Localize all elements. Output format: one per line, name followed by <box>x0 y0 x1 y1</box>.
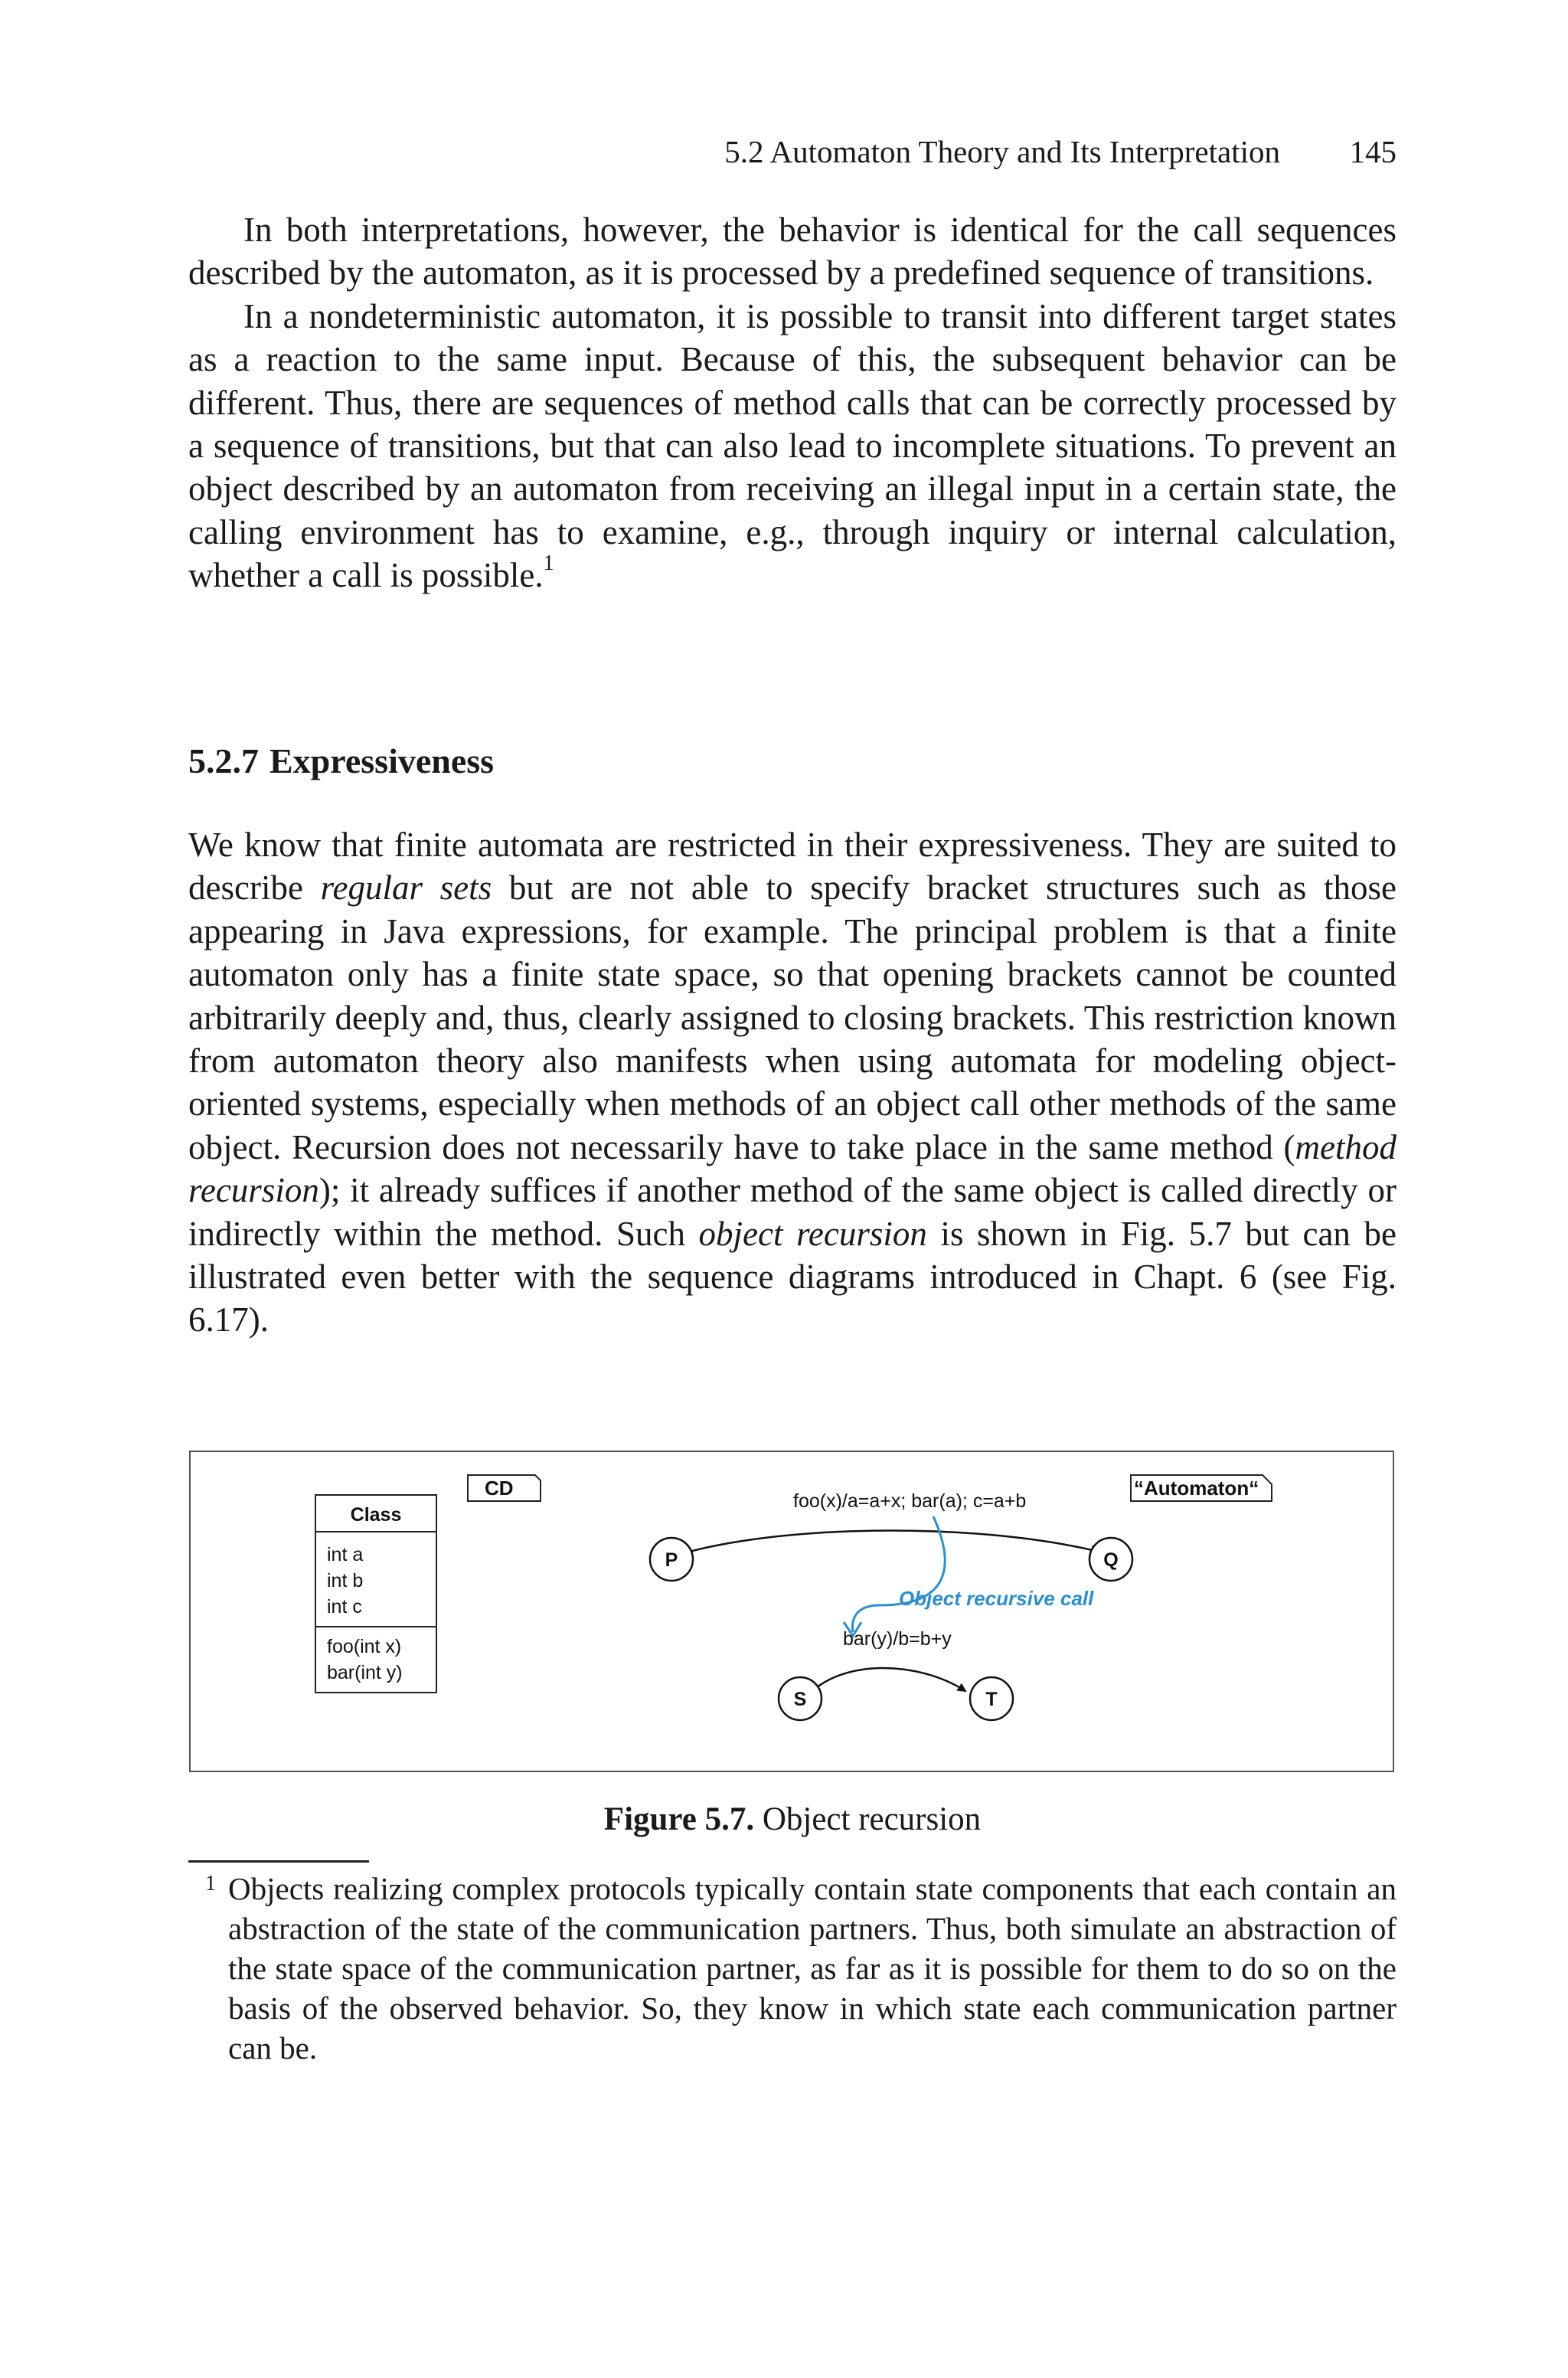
automaton-tag-label: “Automaton“ <box>1134 1477 1259 1500</box>
footnote-text: Objects realizing complex protocols typically contain state components that each contain an abstraction of the state of the communication partners. Thus, both simulate an abstraction of the state space of the communication partner, as far as it is possible for them to do so on the basis of the observed behavior. So, they know in which state each communication partner can be. <box>228 1871 1396 2066</box>
figure-caption <box>188 1797 1396 1843</box>
state-s-label: S <box>793 1689 807 1710</box>
state-t-label: T <box>985 1689 998 1710</box>
section-heading <box>188 738 494 784</box>
footnote-mark: 1 <box>205 1872 216 1896</box>
body-text-top <box>188 208 1396 597</box>
class-method: bar(int y) <box>327 1662 403 1683</box>
paragraph-1: In both interpretations, however, the behavior is identical for the call sequences described by the automaton, as it is processed by a predefined sequence of transitions. <box>188 211 1396 293</box>
caption-text: Object recursion <box>762 1801 982 1837</box>
cd-tag-label: CD <box>485 1477 514 1500</box>
state-s <box>779 1677 822 1720</box>
paragraph-3-part-2: but are not able to specify bracket structures such as those appearing in Java expressions, for example. The principal problem is that a finite automaton only has a finite state space, so that opening brackets cannot be counted arbitrarily deeply and, thus, clearly assigned to closing brackets. This restriction known from automaton theory also manifests when using automata for modeling object-oriented systems, especially when methods of an object call other methods of the same object. Recursion does not necessarily have to take place in the same method ( <box>188 868 1396 1166</box>
class-attribute: int b <box>327 1570 364 1591</box>
running-title: 5.2 Automaton Theory and Its Interpretation <box>724 134 1280 169</box>
paragraph-3-part-3: ); it already suffices if another method of the same object is called directly or indirectly within the method. Such <box>188 1171 1396 1253</box>
class-box <box>315 1495 436 1693</box>
state-q <box>1089 1538 1132 1581</box>
body-text-expressiveness <box>188 823 1396 1342</box>
recursive-call-arrow <box>852 1516 945 1632</box>
transition-foo-label: foo(x)/a=a+x; bar(a); c=a+b <box>793 1490 1027 1512</box>
cd-tag <box>468 1475 541 1501</box>
term-method-recursion: method recursion <box>188 1127 1396 1210</box>
term-regular-sets: regular sets <box>320 868 492 908</box>
paragraph-3-part-4: is shown in Fig. 5.7 but can be illustrated even better with the sequence diagrams introduced in Chapt. 6 (see Fig. 6.17). <box>188 1214 1396 1339</box>
transition-bar-arrow <box>808 1668 965 1696</box>
class-name: Class <box>350 1504 402 1526</box>
figure-diagram <box>191 1452 1396 1774</box>
state-p <box>650 1538 693 1581</box>
recursive-call-annotation: Object recursive call <box>899 1587 1094 1610</box>
footnote <box>205 1869 1396 2068</box>
section-title: Expressiveness <box>270 741 495 780</box>
class-method: foo(int x) <box>327 1636 402 1657</box>
automaton-tag <box>1131 1475 1272 1501</box>
paragraph-3 <box>188 823 1396 1342</box>
state-t <box>970 1677 1013 1720</box>
figure-5-7 <box>189 1451 1394 1772</box>
page-header <box>188 129 1396 175</box>
paragraph-2 <box>188 295 1396 597</box>
class-attribute: int c <box>327 1596 362 1617</box>
transition-foo-arrow <box>674 1530 1099 1556</box>
paragraph-3-part-1: We know that finite automata are restricted in their expressiveness. They are suited to describe <box>188 826 1396 908</box>
term-object-recursion: object recursion <box>698 1214 927 1253</box>
transition-bar-label: bar(y)/b=b+y <box>843 1628 952 1650</box>
paragraph-2-text: In a nondeterministic automaton, it is possible to transit into different target states as a reaction to the same input. Because of this, the subsequent behavior can be different. Thus, there are sequences of method calls that can be correctly processed by a sequence of transitions, but that can also lead to incomplete situations. To prevent an object described by an automaton from receiving an illegal input in a certain state, the calling environment has to examine, e.g., through inquiry or internal calculation, whether a call is possible. <box>188 296 1396 595</box>
caption-label: Figure 5.7. <box>603 1801 755 1837</box>
class-attribute: int a <box>327 1544 364 1565</box>
footnote-reference[interactable]: 1 <box>543 551 554 576</box>
state-q-label: Q <box>1103 1549 1119 1571</box>
section-number: 5.2.7 <box>188 741 259 780</box>
footnote-divider <box>188 1860 369 1863</box>
state-p-label: P <box>665 1549 678 1571</box>
page-number: 145 <box>1349 134 1396 169</box>
